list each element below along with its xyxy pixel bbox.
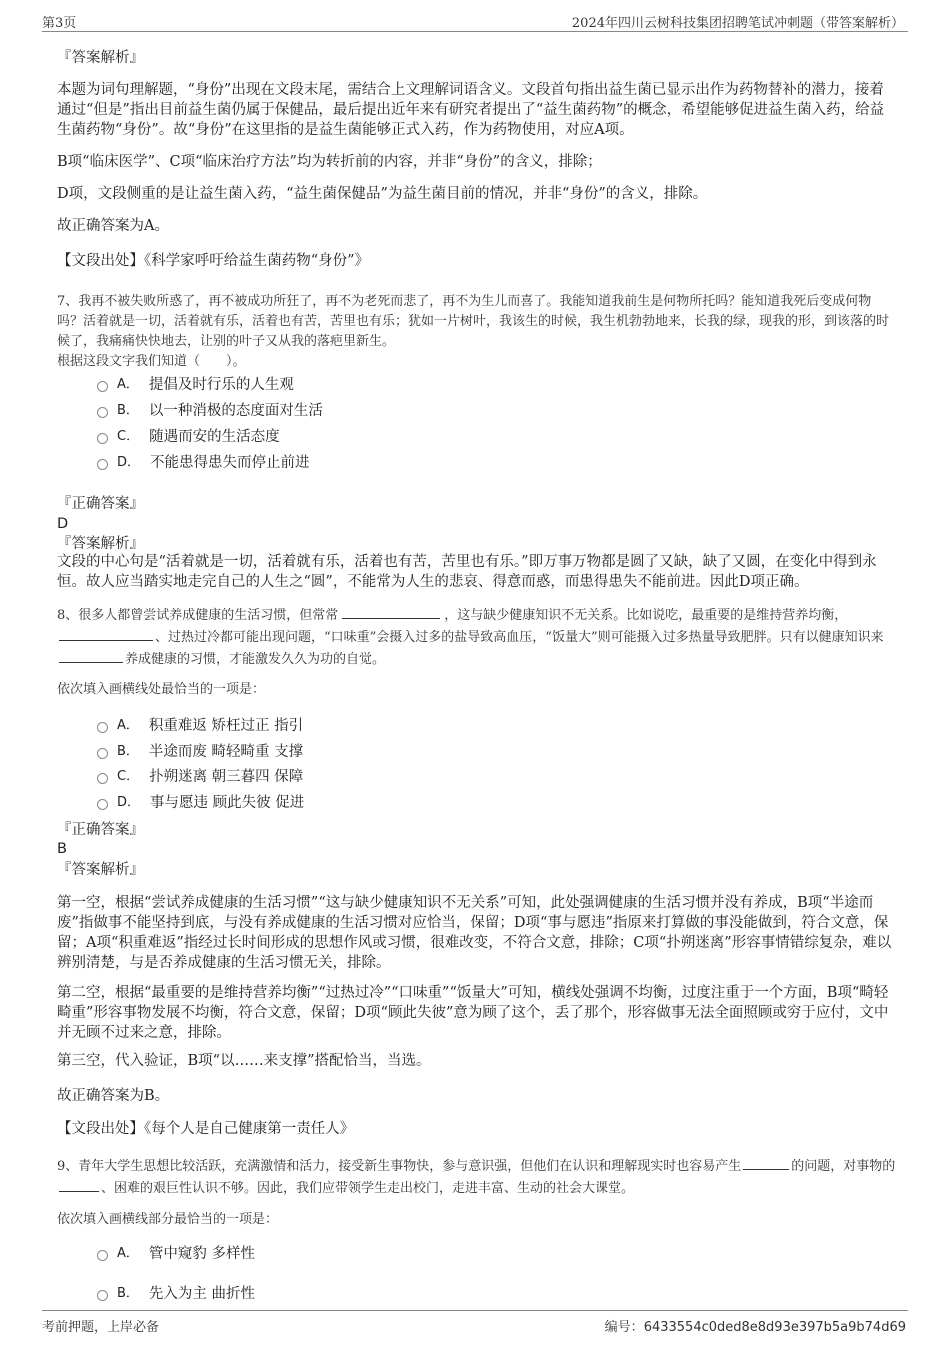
- q7-answer-title: 『正确答案』: [57, 496, 144, 512]
- q7-analysis-title: 『答案解析』: [57, 536, 144, 552]
- footer-divider: [42, 1310, 908, 1311]
- q6-analysis-conclusion: 故正确答案为A。: [57, 218, 169, 234]
- radio-icon[interactable]: [97, 773, 108, 784]
- q7-analysis: 文段的中心句是“活着就是一切，活着就有乐，活着也有苦，苦里也有乐。”即万事万物都是圆了又缺，缺了又圆，在变化中得到永恒。故人应当踏实地走完自己的人生之“圆”，不能常为人生的悲哀、得意而惑，而患得患失不能前进。因此D项正确。: [57, 554, 877, 590]
- document-code: 编号：6433554c0ded8e8d93e397b5a9b74d69: [604, 1320, 906, 1335]
- radio-icon[interactable]: [97, 459, 108, 470]
- q8-option-a[interactable]: A． 积重难返 矫枉过正 指引: [97, 716, 303, 736]
- q7-option-c[interactable]: C． 随遇而安的生活态度: [97, 427, 280, 447]
- q8-prompt: 依次填入画横线处最恰当的一项是：: [57, 682, 266, 697]
- q8-analysis-p1: 第一空，根据“尝试养成健康的生活习惯”“这与缺少健康知识不无关系”可知，此处强调健康的生活习惯并没有养成，B项“半途而废”指做事不能坚持到底，与没有养成健康的生活习惯对应恰当，保留；D项“事与愿违”指原来打算做的事没能做到，符合文意，保留；A项“积重难返”指经过长时间形成的思想作风或习惯，很难改变，不符合文意，排除；C项“扑朔迷离”形容事情错综复杂，难以辨别清楚，与是否养成健康的生活习惯无关，排除。: [57, 895, 892, 971]
- blank-1: [743, 1155, 789, 1170]
- radio-icon[interactable]: [97, 748, 108, 759]
- blank-1: [342, 604, 440, 619]
- document-title: 2024年四川云树科技集团招聘笔试冲刺题（带答案解析）: [571, 16, 904, 31]
- radio-icon[interactable]: [97, 1290, 108, 1301]
- q9-option-b[interactable]: B． 先入为主 曲折性: [97, 1284, 255, 1304]
- q8-option-c[interactable]: C． 扑朔迷离 朝三暮四 保障: [97, 767, 303, 787]
- q7-option-a[interactable]: A． 提倡及时行乐的人生观: [97, 375, 294, 395]
- q6-analysis-p3: D项，文段侧重的是让益生菌入药，“益生菌保健品”为益生菌目前的情况，并非“身份”的含义，排除。: [57, 186, 708, 202]
- q8-analysis-p3: 第三空，代入验证，B项“以……来支撑”搭配恰当，当选。: [57, 1053, 431, 1069]
- radio-icon[interactable]: [97, 407, 108, 418]
- radio-icon[interactable]: [97, 799, 108, 810]
- q7-option-b[interactable]: B． 以一种消极的态度面对生活: [97, 401, 323, 421]
- radio-icon[interactable]: [97, 381, 108, 392]
- q7-stem: 7、我再不被失败所惑了，再不被成功所狂了，再不为老死而悲了，再不为生儿而喜了。我能知道我前生是何物所托吗？能知道我死后变成何物吗？活着就是一切，活着就有乐，活着也有苦，苦里也有乐；犹如一片树叶，我该生的时候，我生机勃勃地来，长我的绿，现我的形，到该落的时候了，我痛痛快快地去，让别的叶子又从我的落疤里新生。: [57, 294, 890, 349]
- radio-icon[interactable]: [97, 722, 108, 733]
- footer-slogan: 考前押题，上岸必备: [42, 1320, 160, 1335]
- page-number: 第3页: [42, 16, 77, 31]
- q7-prompt: 根据这段文字我们知道（ ）。: [57, 354, 246, 369]
- q9-stem: 9、青年大学生思想比较活跃，充满激情和活力，接受新生事物快，参与意识强，但他们在认识和理解现实时也容易产生 的问题，对事物的、困难的艰巨性认识不够。因此，我们应带领学生走出校门，走进丰富、生动的社会大课堂。: [57, 1155, 897, 1199]
- q8-analysis-p2: 第二空，根据“最重要的是维持营养均衡”“过热过冷”“口味重”“饭量大”可知，横线处强调不均衡，过度注重于一个方面，B项“畸轻畸重”形容事物发展不均衡，符合文意，保留；D项“顾此失彼”意为顾了这个，丢了那个，形容做事无法全面照顾或穷于应付，文中并无顾不过来之意，排除。: [57, 985, 889, 1041]
- header-divider: [42, 31, 908, 32]
- radio-icon[interactable]: [97, 1250, 108, 1261]
- q8-analysis-conclusion: 故正确答案为B。: [57, 1088, 170, 1104]
- q8-option-d[interactable]: D． 事与愿违 顾此失彼 促进: [97, 793, 304, 813]
- q8-stem: 8、很多人都曾尝试养成健康的生活习惯，但常常 ，这与缺少健康知识不无关系。比如说吃，最重要的是维持营养均衡，、过热过冷都可能出现问题，“口味重”会摄入过多的盐导致高血压，“饭量大”则可能摄入过多热量导致肥胖。只有以健康知识来养成健康的习惯，才能激发久久为功的自觉。: [57, 604, 897, 670]
- q6-analysis-title: 『答案解析』: [57, 50, 144, 66]
- blank-3: [59, 648, 123, 663]
- blank-2: [59, 626, 153, 641]
- q6-source: 【文段出处】《科学家呼吁给益生菌药物“身份”》: [57, 253, 370, 269]
- radio-icon[interactable]: [97, 433, 108, 444]
- q9-prompt: 依次填入画横线部分最恰当的一项是：: [57, 1212, 279, 1227]
- q6-analysis-p1: 本题为词句理解题，“身份”出现在文段末尾，需结合上文理解词语含义。文段首句指出益生菌已显示出作为药物替补的潜力，接着通过“但是”指出目前益生菌仍属于保健品，最后提出近年来有研究者提出了“益生菌药物”的概念，希望能够促进益生菌入药，给益生菌药物“身份”。故“身份”在这里指的是益生菌能够正式入药，作为药物使用，对应A项。: [57, 82, 885, 138]
- q6-analysis-p2: B项“临床医学”、C项“临床治疗方法”均为转折前的内容，并非“身份”的含义，排除；: [57, 154, 602, 170]
- q9-option-a[interactable]: A． 管中窥豹 多样性: [97, 1244, 255, 1264]
- q8-answer: B: [57, 841, 67, 857]
- q8-analysis-title: 『答案解析』: [57, 862, 144, 878]
- q7-option-d[interactable]: D． 不能患得患失而停止前进: [97, 453, 310, 473]
- blank-2: [59, 1177, 99, 1192]
- q7-answer: D: [57, 516, 69, 532]
- q8-source: 【文段出处】《每个人是自己健康第一责任人》: [57, 1121, 355, 1137]
- q8-answer-title: 『正确答案』: [57, 822, 144, 838]
- q8-option-b[interactable]: B． 半途而废 畸轻畸重 支撑: [97, 742, 303, 762]
